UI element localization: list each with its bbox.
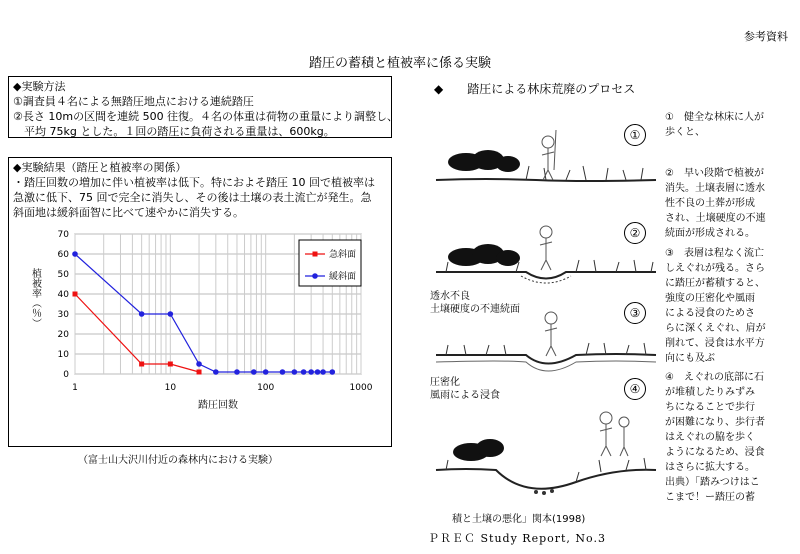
stage-1-description (665, 110, 783, 140)
stage-2-number: ② (624, 222, 646, 244)
desc-line: ④ えぐれの底部に石 (665, 372, 764, 383)
method-line: 平均 75kg とした。１回の踏圧に負荷される重量は、600kg。 (13, 125, 335, 138)
x-axis-label: 踏圧回数 (198, 400, 238, 411)
source-caption: 積と土壌の悪化」関本(1998) (452, 514, 586, 525)
desc-line: 続面が形成される。 (665, 228, 755, 239)
desc-line: はえぐれの脇を歩く (665, 432, 755, 443)
y-tick-label: 70 (57, 230, 69, 240)
data-point (251, 369, 257, 375)
y-tick-label: 20 (57, 330, 69, 340)
y-tick-label: 10 (57, 350, 69, 360)
data-point (213, 369, 219, 375)
x-tick-label: 100 (257, 383, 275, 393)
desc-line: 強度の圧密化や風雨 (665, 293, 755, 304)
data-point (197, 370, 202, 375)
result-line: 急激に低下、75 回で完全に消失し、その後は土壌の表土流亡が発生。急 (13, 191, 372, 204)
x-tick-label: 10 (164, 383, 177, 393)
y-tick-label: 60 (57, 250, 69, 260)
stage-1-number: ① (624, 124, 646, 146)
data-point (308, 369, 314, 375)
data-point (73, 292, 78, 297)
desc-line: が困難になり、歩行者 (665, 417, 765, 428)
result-heading: ◆実験結果（踏圧と植被率の関係） (13, 161, 187, 174)
desc-line: 削れて、浸食は水平方 (665, 338, 765, 349)
desc-line: 消失。土壌表層に透水 (665, 183, 765, 194)
desc-line: ちになることで歩行 (665, 402, 755, 413)
stage-4-number: ④ (624, 378, 646, 400)
desc-line: 歩くと、 (665, 127, 705, 138)
data-point (139, 362, 144, 367)
stage-2-description (665, 166, 783, 241)
data-point (292, 369, 298, 375)
data-point (280, 369, 286, 375)
reference-label: 参考資料 (744, 30, 788, 43)
desc-line: しえぐれが残る。さら (665, 263, 765, 274)
data-point (320, 369, 326, 375)
legend-marker (312, 273, 318, 279)
page-title: 踏圧の蓄積と植被率に係る実験 (308, 56, 491, 71)
data-point (196, 361, 202, 367)
stage-4-description (665, 370, 783, 505)
method-box (8, 76, 399, 138)
y-axis-label: 植被率（％） (29, 268, 41, 328)
legend-label: 緩斜面 (329, 272, 357, 282)
method-line: ①調査員４名による無踏圧地点における連続踏圧 (13, 95, 254, 108)
desc-line: 向にも及ぶ (665, 353, 715, 364)
process-title: ◆ 踏圧による林床荒廃のプロセス (434, 82, 636, 96)
result-line: ・踏圧回数の増加に伴い植被率は低下。特におよそ踏圧 10 回で植被率は (13, 176, 375, 189)
chart-caption: （富士山大沢川付近の森林内における実験） (78, 455, 278, 466)
data-point (315, 369, 321, 375)
data-point (139, 311, 145, 317)
stage-3-illustration (436, 312, 656, 371)
stage-3-label-line: 圧密化 (430, 377, 460, 388)
y-tick-label: 40 (57, 290, 69, 300)
y-tick-label: 50 (57, 270, 69, 280)
x-tick-label: 1 (72, 383, 78, 393)
stage-3-description (665, 246, 783, 366)
data-point (168, 362, 173, 367)
y-tick-label: 30 (57, 310, 69, 320)
result-line: 斜面地は緩斜面智に比べて速やかに消失する。 (13, 206, 244, 219)
report-footer: ＰＲＥＣ Study Report, No.3 (428, 532, 606, 545)
data-point (168, 311, 174, 317)
desc-line: 性不良の土葬が形成 (665, 198, 755, 209)
vegetation-chart (9, 158, 393, 448)
desc-line: による浸食のためさ (665, 308, 755, 319)
stage-3-label (430, 376, 500, 402)
desc-line: ③ 表層は程なく流亡 (665, 248, 764, 259)
desc-line: ようになるため、浸食 (665, 447, 765, 458)
stage-2-label-line: 透水不良 (430, 291, 470, 302)
data-point (301, 369, 307, 375)
stage-2-label-line: 土壌硬度の不連続面 (430, 304, 520, 315)
stage-4-illustration (436, 412, 656, 495)
desc-line: が堆積したりみずみ (665, 387, 755, 398)
desc-line: され、土壌硬度の不連 (665, 213, 766, 224)
desc-line: に踏圧が蓄積すると、 (665, 278, 765, 289)
method-heading: ◆実験方法 (13, 80, 66, 93)
data-point (234, 369, 240, 375)
y-tick-label: 0 (63, 370, 69, 380)
stage-1-illustration (436, 130, 656, 181)
stage-3-label-line: 風雨による浸食 (430, 390, 500, 401)
stage-2-label (430, 290, 520, 316)
desc-line: ② 早い段階で植被が (665, 168, 764, 179)
desc-line: 出典）「踏みつけはこ (665, 477, 760, 488)
legend-marker (313, 252, 318, 257)
desc-line: こまで！ー踏圧の蓄 (665, 492, 755, 503)
stage-2-illustration (436, 226, 656, 283)
x-tick-label: 1000 (349, 383, 373, 393)
desc-line: はさらに拡大する。 (665, 462, 755, 473)
data-point (263, 369, 269, 375)
legend-label: 急斜面 (329, 250, 357, 260)
desc-line: らに深くえぐれ、肩が (665, 323, 766, 334)
data-point (330, 369, 336, 375)
stage-3-number: ③ (624, 302, 646, 324)
desc-line: ① 健全な林床に人が (665, 112, 764, 123)
result-box (8, 157, 392, 447)
method-line: ②長さ 10mの区間を連続 500 往復。４名の体重は荷物の重量により調整し、 (13, 110, 399, 123)
data-point (72, 251, 78, 257)
